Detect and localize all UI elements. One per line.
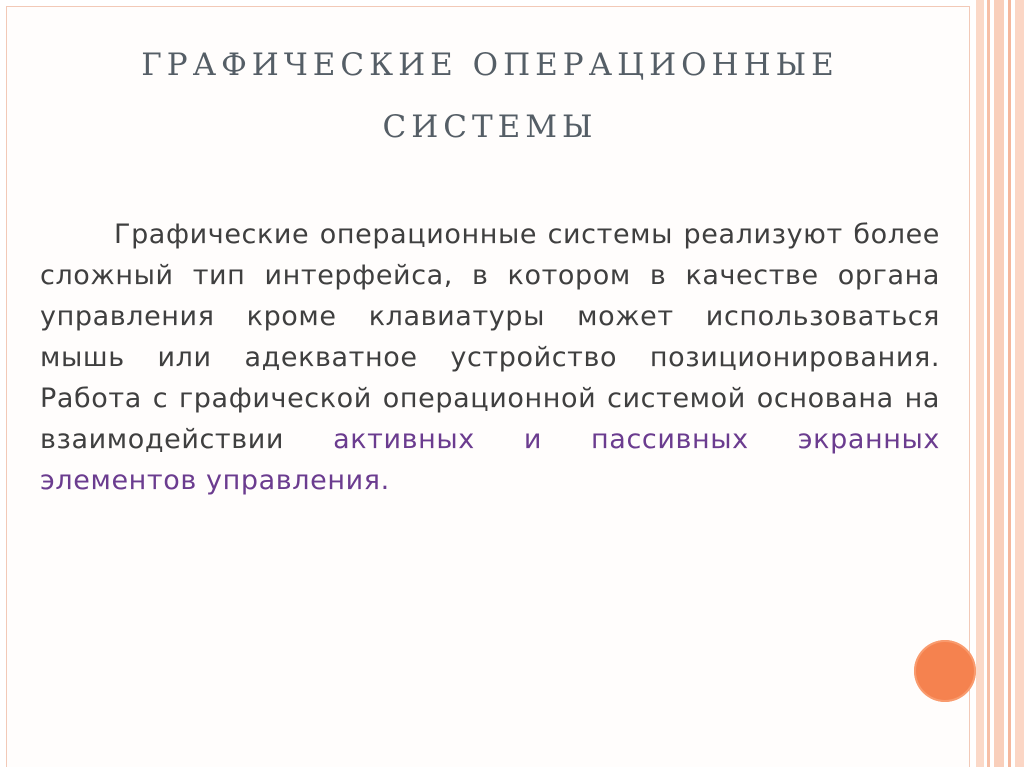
slide-title-line-1: ГРАФИЧЕСКИЕ ОПЕРАЦИОННЫЕ <box>141 47 839 83</box>
slide-title <box>40 34 940 158</box>
slide-title-line-2: СИСТЕМЫ <box>382 109 598 145</box>
body-accent-text: активных и пассивных экранных элементов управления. <box>40 424 940 496</box>
decorative-stripe <box>976 0 984 767</box>
body-text: Графические операционные системы реализуют более сложный тип интерфейса, в котором в качестве органа управления кроме клавиатуры может использоваться мышь или адекватное устройство позиционирования. Работа с графической операционной системой основана на взаимодействии <box>40 219 940 455</box>
decorative-stripe <box>1008 0 1011 767</box>
decorative-stripe <box>994 0 1004 767</box>
decorative-stripe <box>987 0 990 767</box>
decorative-stripe <box>1015 0 1024 767</box>
slide-body-paragraph <box>40 214 940 501</box>
orange-circle-icon <box>914 640 976 702</box>
